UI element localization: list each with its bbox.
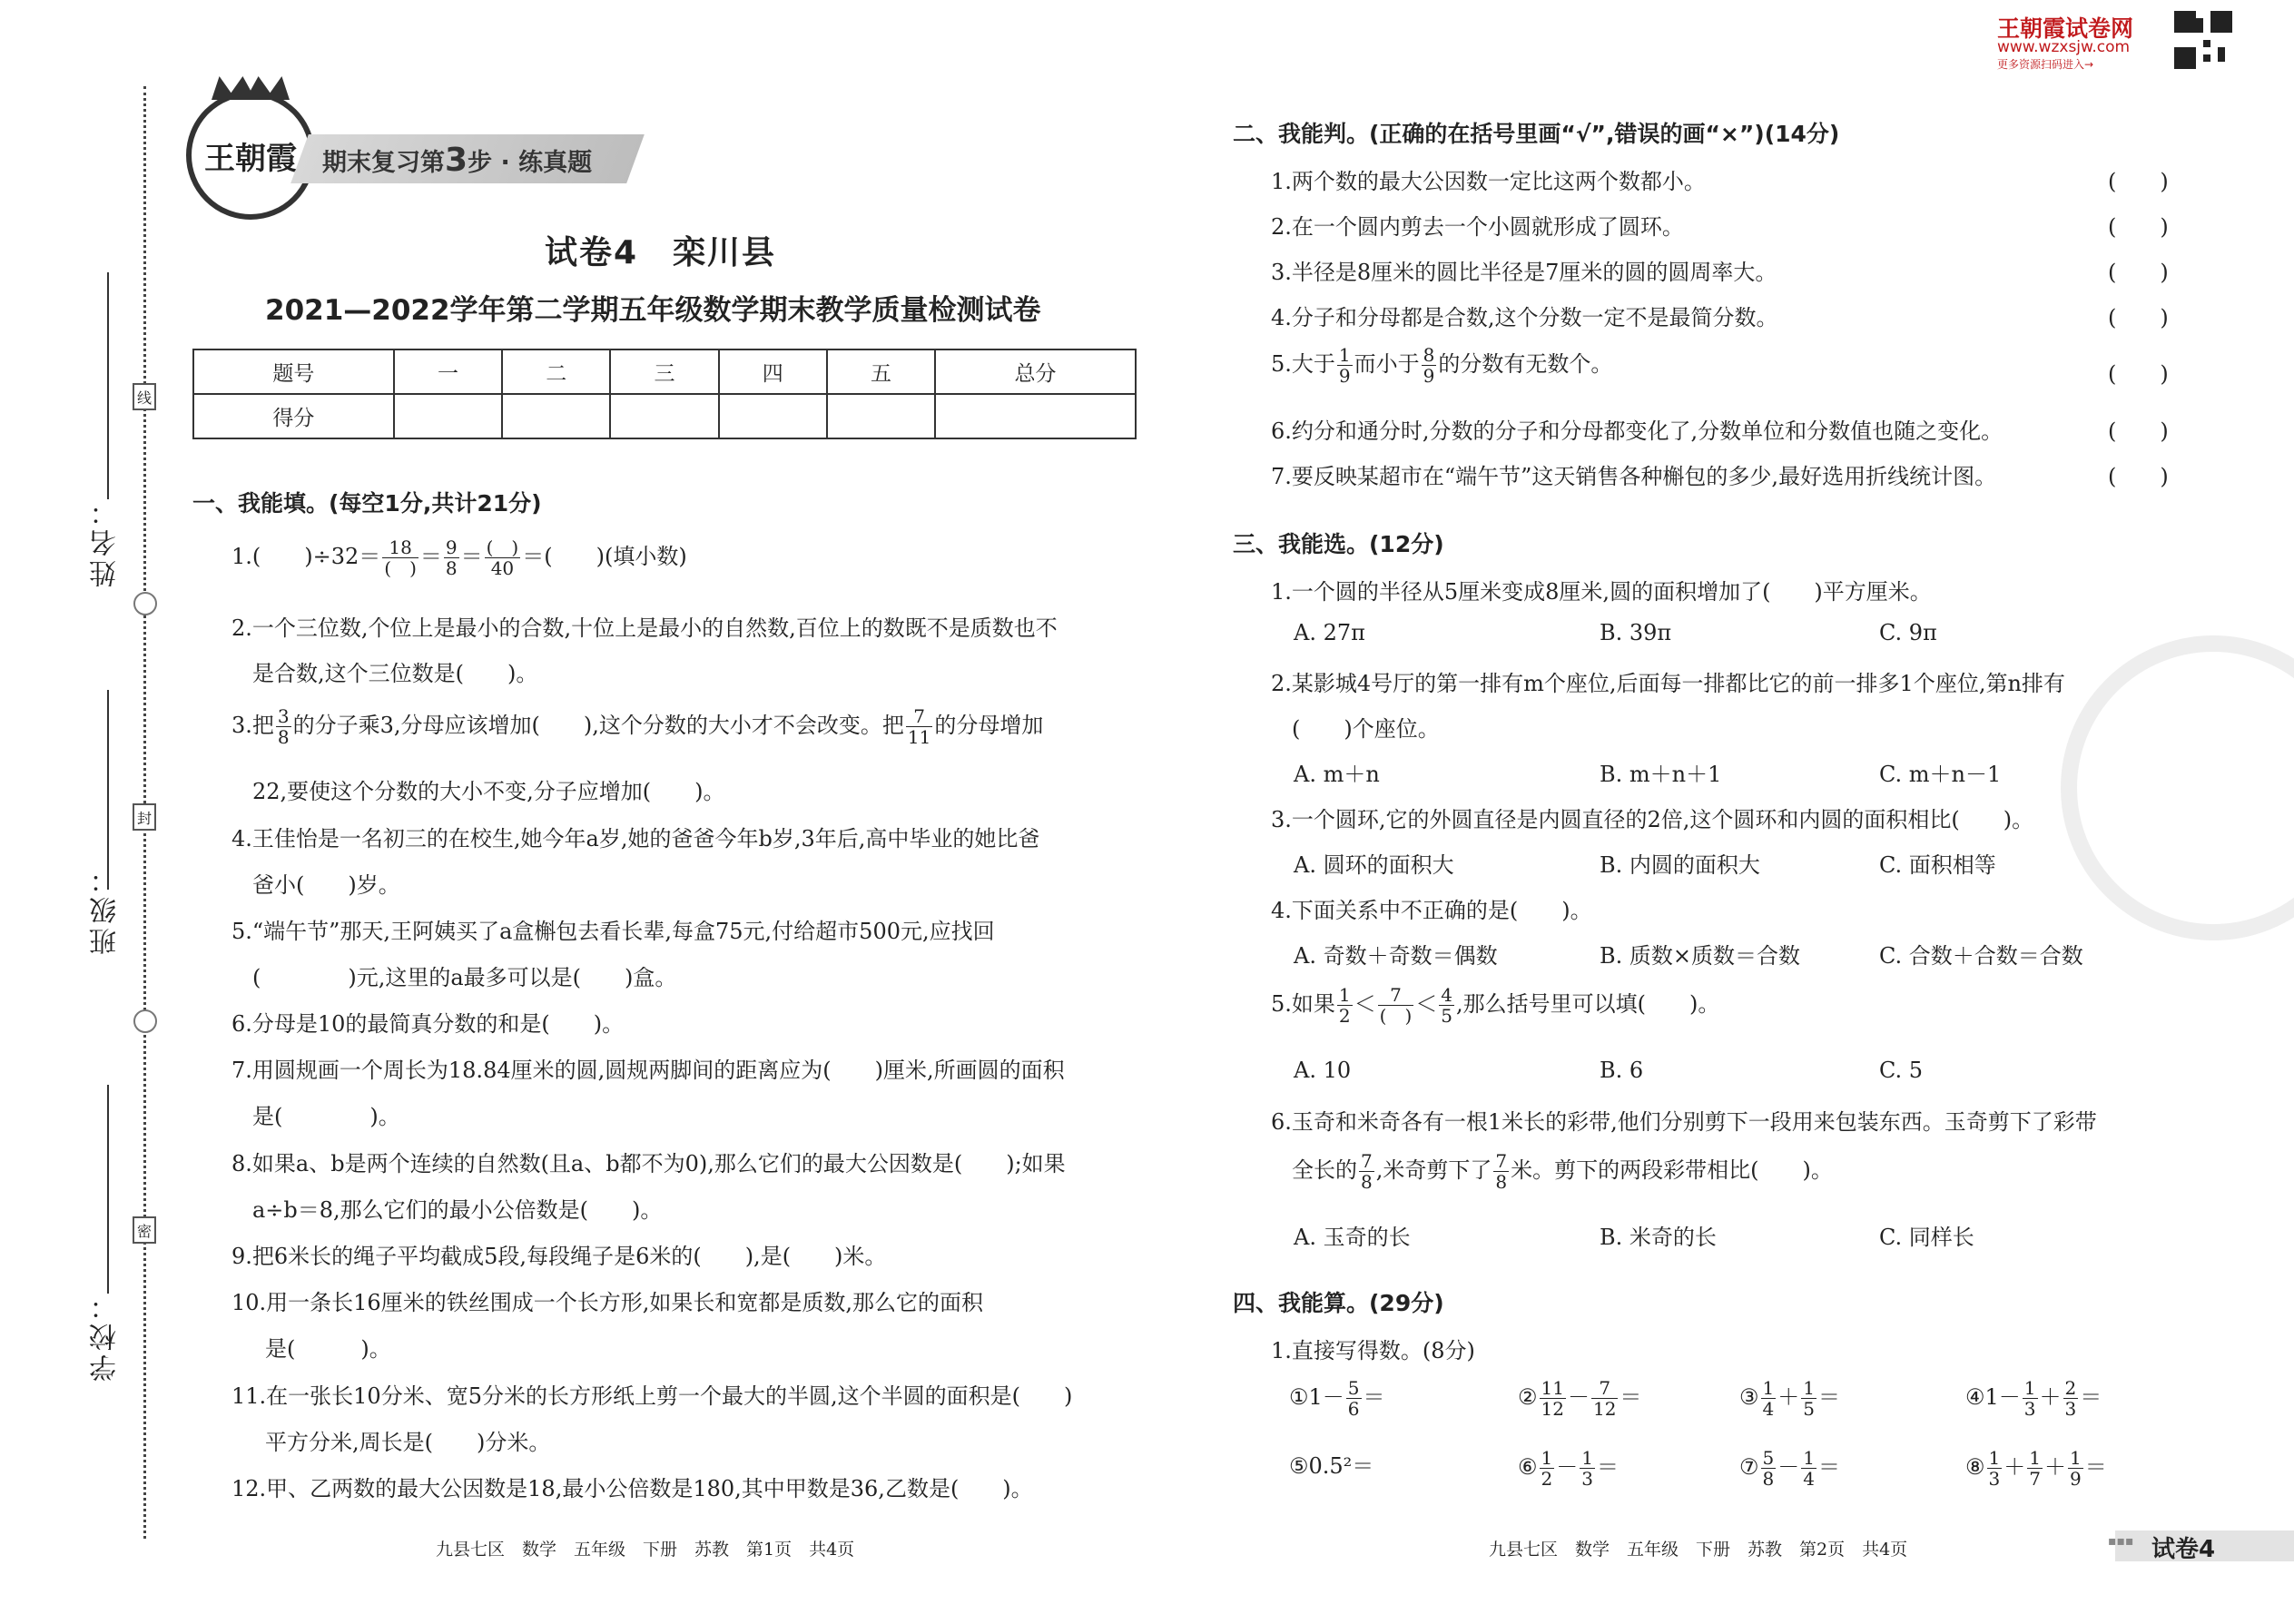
class-underline — [107, 690, 109, 890]
choice-question-4: 4.下面关系中不正确的是( )。 — [1271, 898, 1592, 923]
judge-question-3: 3.半径是8厘米的圆比半径是7厘米的圆的圆周率大。 — [1271, 260, 1777, 285]
score-cell[interactable] — [610, 394, 718, 438]
choice-option[interactable]: A. m＋n — [1294, 762, 1380, 787]
choice-question-6-cont: 全长的 $\frac{7}{8}$ ,米奇剪下了 $\frac{7}{8}$ 米。剪下的两段彩带相比( )。 — [1292, 1150, 1833, 1193]
score-header: 题号 — [193, 349, 394, 394]
page-2-footer: 九县七区 数学 五年级 下册 苏教 第2页 共4页 — [1489, 1540, 1908, 1560]
fill-question-5-cont: ( )元,这里的a最多可以是( )盒。 — [252, 965, 677, 990]
score-cell[interactable] — [827, 394, 935, 438]
fill-question-8-cont: a÷b＝8,那么它们的最小公倍数是( )。 — [252, 1197, 663, 1223]
brand-logo: 王朝霞 — [186, 91, 315, 220]
choice-option[interactable]: A. 27π — [1294, 620, 1365, 645]
fill-question-6: 6.分母是10的最简真分数的和是( )。 — [231, 1011, 625, 1037]
judge-question-6: 6.约分和通分时,分数的分子和分母都变化了,分数单位和分数值也随之变化。 — [1271, 418, 2004, 444]
choice-question-2: 2.某影城4号厅的第一排有m个座位,后面每一排都比它的前一排多1个座位,第n排有 — [1271, 671, 2065, 696]
watermark-stamp — [2061, 635, 2294, 940]
paper-title: 试卷4 栾川县 — [545, 234, 777, 271]
score-cell[interactable] — [502, 394, 610, 438]
fill-question-9: 9.把6米长的绳子平均截成5段,每段绳子是6米的( ),是( )米。 — [231, 1244, 887, 1269]
calc-item: ⑥ $\frac{1}{2}$ － $\frac{1}{3}$ ＝ — [1518, 1447, 1619, 1490]
calc-item: ④1－ $\frac{1}{3}$ ＋ $\frac{2}{3}$ ＝ — [1965, 1377, 2102, 1420]
choice-question-5: 5.如果 $\frac{1}{2}$ ＜ $\frac{7}{( )}$ ＜ $\frac{4}{5}$ ,那么括号里可以填( )。 — [1271, 984, 1720, 1027]
choice-question-3: 3.一个圆环,它的外圆直径是内圆直径的2倍,这个圆环和内圆的面积相比( )。 — [1271, 807, 2034, 832]
calc-item: ⑤0.5²＝ — [1289, 1453, 1374, 1479]
fill-question-4-cont: 爸小( )岁。 — [252, 872, 400, 898]
calc-intro: 1.直接写得数。(8分) — [1271, 1338, 1475, 1363]
choice-option[interactable]: B. 质数×质数＝合数 — [1600, 943, 1801, 969]
judge-answer-box[interactable]: ( ) — [2108, 361, 2169, 387]
choice-option[interactable]: C. 面积相等 — [1879, 852, 1996, 878]
fill-question-7: 7.用圆规画一个周长为18.84厘米的圆,圆规两脚间的距离应为( )厘米,所画圆的面积 — [231, 1058, 1065, 1083]
binding-mark-cut: 密 — [133, 1216, 156, 1244]
judge-answer-box[interactable]: ( ) — [2108, 464, 2169, 489]
score-header: 一 — [394, 349, 502, 394]
choice-option[interactable]: A. 玉奇的长 — [1294, 1225, 1411, 1250]
judge-question-1: 1.两个数的最大公因数一定比这两个数都小。 — [1271, 169, 1706, 194]
fill-question-8: 8.如果a、b是两个连续的自然数(且a、b都不为0),那么它们的最大公因数是( );如果 — [231, 1151, 1066, 1176]
fill-question-1: 1.( )÷32＝ $\frac{18}{( )}$ ＝ $\frac{9}{8}$ ＝ $\frac{( )}{40}$ ＝( )(填小数) — [231, 536, 687, 579]
paper-subtitle: 2021—2022学年第二学期五年级数学期末教学质量检测试卷 — [265, 294, 1041, 327]
calc-item: ⑧ $\frac{1}{3}$ ＋ $\frac{1}{7}$ ＋ $\frac{1}{9}$ ＝ — [1965, 1447, 2107, 1490]
score-cell[interactable] — [394, 394, 502, 438]
score-header: 二 — [502, 349, 610, 394]
fill-question-4: 4.王佳怡是一名初三的在校生,她今年a岁,她的爸爸今年b岁,3年后,高中毕业的她比爸 — [231, 826, 1040, 851]
score-header: 总分 — [935, 349, 1136, 394]
choice-option[interactable]: C. m＋n－1 — [1879, 762, 2002, 787]
fill-question-11: 11.在一张长10分米、宽5分米的长方形纸上剪一个最大的半圆,这个半圆的面积是( ) — [231, 1383, 1073, 1409]
judge-answer-box[interactable]: ( ) — [2108, 169, 2169, 194]
binding-hole — [133, 1009, 157, 1033]
calc-item: ② $\frac{11}{12}$ － $\frac{7}{12}$ ＝ — [1518, 1377, 1642, 1420]
qr-code-icon[interactable] — [2174, 11, 2232, 69]
fill-question-11-cont: 平方分米,周长是( )分米。 — [265, 1430, 551, 1455]
judge-question-2: 2.在一个圆内剪去一个小圆就形成了圆环。 — [1271, 214, 1684, 240]
section-1-heading: 一、我能填。(每空1分,共计21分) — [192, 490, 542, 517]
tag-dots-icon: ▪▪▪ — [2108, 1534, 2134, 1549]
school-underline — [107, 1085, 109, 1294]
score-header: 三 — [610, 349, 718, 394]
judge-question-4: 4.分子和分母都是合数,这个分数一定不是最简分数。 — [1271, 305, 1778, 330]
binding-mark-seal: 封 — [133, 803, 156, 831]
calc-item: ⑦ $\frac{5}{8}$ － $\frac{1}{4}$ ＝ — [1739, 1447, 1840, 1490]
judge-question-5: 5.大于 $\frac{1}{9}$ 而小于 $\frac{8}{9}$ 的分数有无数个。 — [1271, 344, 1613, 387]
score-cell[interactable] — [719, 394, 827, 438]
choice-option[interactable]: A. 奇数＋奇数＝偶数 — [1294, 943, 1498, 969]
choice-question-2-cont: ( )个座位。 — [1292, 716, 1440, 742]
choice-option[interactable]: A. 圆环的面积大 — [1294, 852, 1454, 878]
fill-question-7-cont: 是( )。 — [252, 1104, 400, 1129]
name-label: 姓名： — [90, 495, 122, 587]
score-header: 五 — [827, 349, 935, 394]
school-label: 学校： — [90, 1289, 122, 1382]
brand-url[interactable]: www.wzxsjw.com — [1997, 38, 2131, 56]
choice-option[interactable]: B. 内圆的面积大 — [1600, 852, 1760, 878]
choice-option[interactable]: B. m＋n＋1 — [1600, 762, 1722, 787]
choice-question-1: 1.一个圆的半径从5厘米变成8厘米,圆的面积增加了( )平方厘米。 — [1271, 579, 1932, 605]
brand-name: 王朝霞试卷网 — [1997, 15, 2134, 42]
score-table-row — [193, 394, 1136, 438]
judge-answer-box[interactable]: ( ) — [2108, 214, 2169, 240]
page-1-footer: 九县七区 数学 五年级 下册 苏教 第1页 共4页 — [436, 1540, 855, 1560]
choice-option[interactable]: C. 合数＋合数＝合数 — [1879, 943, 2083, 969]
fill-question-3-cont: 22,要使这个分数的大小不变,分子应增加( )。 — [252, 779, 725, 804]
score-cell[interactable] — [935, 394, 1136, 438]
calc-item: ③ $\frac{1}{4}$ ＋ $\frac{1}{5}$ ＝ — [1739, 1377, 1840, 1420]
crown-icon — [212, 76, 290, 100]
binding-mark-line: 线 — [133, 383, 156, 410]
score-table-header-row — [193, 349, 1136, 394]
review-banner-text: 期末复习第3步 · 练真题 — [322, 142, 593, 179]
judge-answer-box[interactable]: ( ) — [2108, 260, 2169, 285]
judge-answer-box[interactable]: ( ) — [2108, 418, 2169, 444]
choice-question-6: 6.玉奇和米奇各有一根1米长的彩带,他们分别剪下一段用来包装东西。玉奇剪下了彩带 — [1271, 1109, 2097, 1135]
binding-hole — [133, 592, 157, 615]
section-2-heading: 二、我能判。(正确的在括号里画“√”,错误的画“×”)(14分) — [1233, 121, 1840, 147]
choice-option[interactable]: A. 10 — [1294, 1058, 1352, 1083]
fill-question-12: 12.甲、乙两数的最大公因数是18,最小公倍数是180,其中甲数是36,乙数是( )。 — [231, 1476, 1033, 1501]
fill-question-5: 5.“端午节”那天,王阿姨买了a盒槲包去看长辈,每盒75元,付给超市500元,应找回 — [231, 919, 995, 944]
choice-option[interactable]: B. 39π — [1600, 620, 1672, 645]
fill-question-10: 10.用一条长16厘米的铁丝围成一个长方形,如果长和宽都是质数,那么它的面积 — [231, 1290, 983, 1315]
fill-question-3: 3.把 $\frac{3}{8}$ 的分子乘3,分母应该增加( ),这个分数的大小才不会改变。把 $\frac{7}{11}$ 的分母增加 — [231, 705, 1044, 748]
choice-option[interactable]: C. 同样长 — [1879, 1225, 1974, 1250]
fill-question-2-cont: 是合数,这个三位数是( )。 — [252, 661, 538, 686]
calc-item: ①1－ $\frac{5}{6}$ ＝ — [1289, 1377, 1385, 1420]
choice-option[interactable]: B. 米奇的长 — [1600, 1225, 1717, 1250]
brand-subtitle: 更多资源扫码进入→ — [1997, 58, 2094, 71]
fill-question-10-cont: 是( )。 — [265, 1336, 391, 1362]
section-4-heading: 四、我能算。(29分) — [1233, 1290, 1444, 1316]
choice-option[interactable]: B. 6 — [1600, 1058, 1644, 1083]
choice-option[interactable]: C. 5 — [1879, 1058, 1924, 1083]
paper-tag: 试卷4 — [2151, 1536, 2216, 1563]
class-label: 班级： — [90, 862, 122, 955]
section-3-heading: 三、我能选。(12分) — [1233, 531, 1444, 557]
name-underline — [107, 272, 109, 499]
score-table — [192, 349, 1137, 439]
judge-answer-box[interactable]: ( ) — [2108, 305, 2169, 330]
judge-question-7: 7.要反映某超市在“端午节”这天销售各种槲包的多少,最好选用折线统计图。 — [1271, 464, 1997, 489]
choice-option[interactable]: C. 9π — [1879, 620, 1937, 645]
fill-question-2: 2.一个三位数,个位上是最小的合数,十位上是最小的自然数,百位上的数既不是质数也不 — [231, 615, 1058, 641]
score-row-label: 得分 — [193, 394, 394, 438]
score-header: 四 — [719, 349, 827, 394]
